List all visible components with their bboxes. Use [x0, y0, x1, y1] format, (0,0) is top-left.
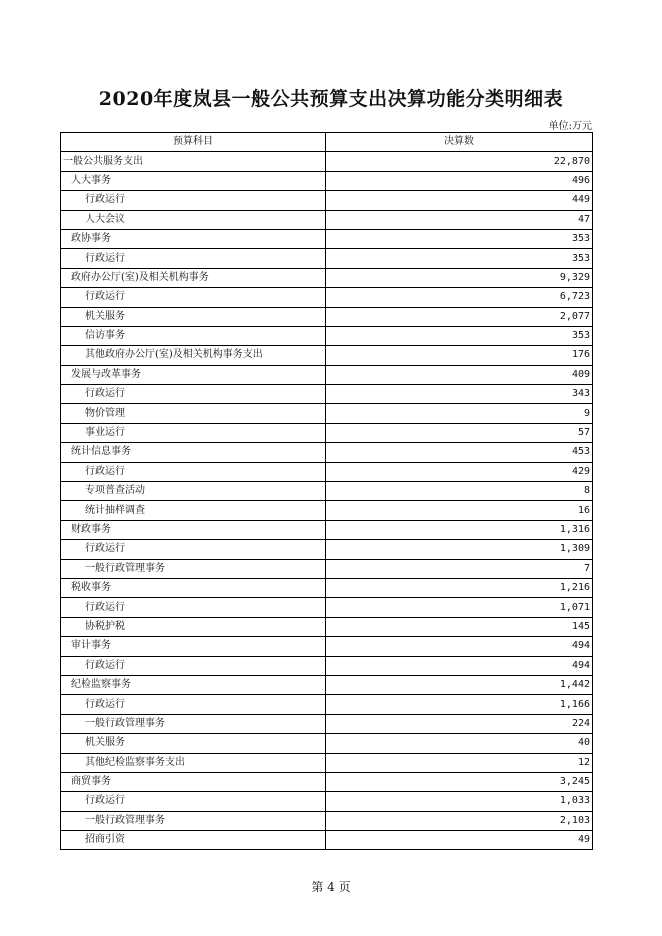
final-amount-cell: 57: [326, 423, 593, 442]
table-row: [61, 307, 593, 326]
budget-subject-cell: 协税护税: [61, 617, 326, 636]
table-row: [61, 520, 593, 539]
budget-subject-cell: 招商引资: [61, 831, 326, 850]
table-row: [61, 210, 593, 229]
budget-subject-cell: 行政运行: [61, 288, 326, 307]
table-row: [61, 540, 593, 559]
header-final-amount: 决算数: [326, 133, 593, 152]
unit-label: 单位:万元: [548, 121, 592, 132]
final-amount-cell: 1,166: [326, 695, 593, 714]
table-header-row: [61, 133, 593, 152]
budget-subject-cell: 一般行政管理事务: [61, 559, 326, 578]
table-row: [61, 423, 593, 442]
budget-subject-cell: 人大会议: [61, 210, 326, 229]
table-row: [61, 249, 593, 268]
budget-table: [60, 132, 593, 850]
final-amount-cell: 1,033: [326, 792, 593, 811]
final-amount-cell: 494: [326, 637, 593, 656]
final-amount-cell: 49: [326, 831, 593, 850]
budget-subject-cell: 机关服务: [61, 307, 326, 326]
final-amount-cell: 2,103: [326, 811, 593, 830]
table-row: [61, 288, 593, 307]
table-row: [61, 443, 593, 462]
table-row: [61, 171, 593, 190]
final-amount-cell: 1,071: [326, 598, 593, 617]
final-amount-cell: 429: [326, 462, 593, 481]
final-amount-cell: 9: [326, 404, 593, 423]
budget-subject-cell: 事业运行: [61, 423, 326, 442]
budget-subject-cell: 人大事务: [61, 171, 326, 190]
budget-subject-cell: 一般行政管理事务: [61, 811, 326, 830]
table-row: [61, 792, 593, 811]
final-amount-cell: 409: [326, 365, 593, 384]
budget-subject-cell: 机关服务: [61, 734, 326, 753]
table-row: [61, 462, 593, 481]
final-amount-cell: 1,316: [326, 520, 593, 539]
table-row: [61, 404, 593, 423]
table-body: [61, 152, 593, 850]
header-budget-subject: 预算科目: [61, 133, 326, 152]
budget-subject-cell: 审计事务: [61, 637, 326, 656]
table-row: [61, 385, 593, 404]
budget-subject-cell: 物价管理: [61, 404, 326, 423]
table-row: [61, 637, 593, 656]
budget-subject-cell: 行政运行: [61, 656, 326, 675]
table-row: [61, 772, 593, 791]
budget-subject-cell: 统计信息事务: [61, 443, 326, 462]
table-row: [61, 191, 593, 210]
final-amount-cell: 47: [326, 210, 593, 229]
final-amount-cell: 9,329: [326, 268, 593, 287]
budget-subject-cell: 其他政府办公厅(室)及相关机构事务支出: [61, 346, 326, 365]
final-amount-cell: 6,723: [326, 288, 593, 307]
final-amount-cell: 449: [326, 191, 593, 210]
budget-subject-cell: 一般行政管理事务: [61, 714, 326, 733]
budget-subject-cell: 商贸事务: [61, 772, 326, 791]
budget-subject-cell: 一般公共服务支出: [61, 152, 326, 171]
budget-subject-cell: 专项普查活动: [61, 482, 326, 501]
final-amount-cell: 224: [326, 714, 593, 733]
table-row: [61, 831, 593, 850]
page-title: 2020年度岚县一般公共预算支出决算功能分类明细表: [98, 88, 564, 110]
final-amount-cell: 7: [326, 559, 593, 578]
table-row: [61, 326, 593, 345]
table-row: [61, 656, 593, 675]
budget-subject-cell: 行政运行: [61, 385, 326, 404]
table-row: [61, 268, 593, 287]
final-amount-cell: 453: [326, 443, 593, 462]
budget-subject-cell: 政府办公厅(室)及相关机构事务: [61, 268, 326, 287]
final-amount-cell: 1,216: [326, 578, 593, 597]
table-row: [61, 559, 593, 578]
final-amount-cell: 145: [326, 617, 593, 636]
final-amount-cell: 8: [326, 482, 593, 501]
final-amount-cell: 353: [326, 326, 593, 345]
budget-subject-cell: 税收事务: [61, 578, 326, 597]
final-amount-cell: 16: [326, 501, 593, 520]
budget-subject-cell: 统计抽样调查: [61, 501, 326, 520]
final-amount-cell: 1,442: [326, 675, 593, 694]
table-row: [61, 617, 593, 636]
table-row: [61, 598, 593, 617]
budget-subject-cell: 政协事务: [61, 229, 326, 248]
table-row: [61, 229, 593, 248]
final-amount-cell: 22,870: [326, 152, 593, 171]
final-amount-cell: 2,077: [326, 307, 593, 326]
table-row: [61, 501, 593, 520]
table-row: [61, 811, 593, 830]
budget-subject-cell: 其他纪检监察事务支出: [61, 753, 326, 772]
table-row: [61, 365, 593, 384]
final-amount-cell: 496: [326, 171, 593, 190]
budget-subject-cell: 行政运行: [61, 249, 326, 268]
table-row: [61, 734, 593, 753]
budget-subject-cell: 行政运行: [61, 462, 326, 481]
table-row: [61, 152, 593, 171]
table-row: [61, 753, 593, 772]
table-row: [61, 714, 593, 733]
final-amount-cell: 353: [326, 249, 593, 268]
budget-subject-cell: 发展与改革事务: [61, 365, 326, 384]
final-amount-cell: 176: [326, 346, 593, 365]
final-amount-cell: 40: [326, 734, 593, 753]
budget-subject-cell: 行政运行: [61, 792, 326, 811]
table-row: [61, 482, 593, 501]
budget-subject-cell: 行政运行: [61, 540, 326, 559]
final-amount-cell: 3,245: [326, 772, 593, 791]
final-amount-cell: 12: [326, 753, 593, 772]
budget-subject-cell: 行政运行: [61, 598, 326, 617]
final-amount-cell: 353: [326, 229, 593, 248]
final-amount-cell: 343: [326, 385, 593, 404]
budget-subject-cell: 财政事务: [61, 520, 326, 539]
budget-subject-cell: 行政运行: [61, 695, 326, 714]
table-row: [61, 346, 593, 365]
budget-subject-cell: 行政运行: [61, 191, 326, 210]
budget-subject-cell: 信访事务: [61, 326, 326, 345]
table-row: [61, 578, 593, 597]
page-number: 第 4 页: [311, 880, 351, 894]
table-row: [61, 675, 593, 694]
table-row: [61, 695, 593, 714]
final-amount-cell: 1,309: [326, 540, 593, 559]
budget-subject-cell: 纪检监察事务: [61, 675, 326, 694]
final-amount-cell: 494: [326, 656, 593, 675]
